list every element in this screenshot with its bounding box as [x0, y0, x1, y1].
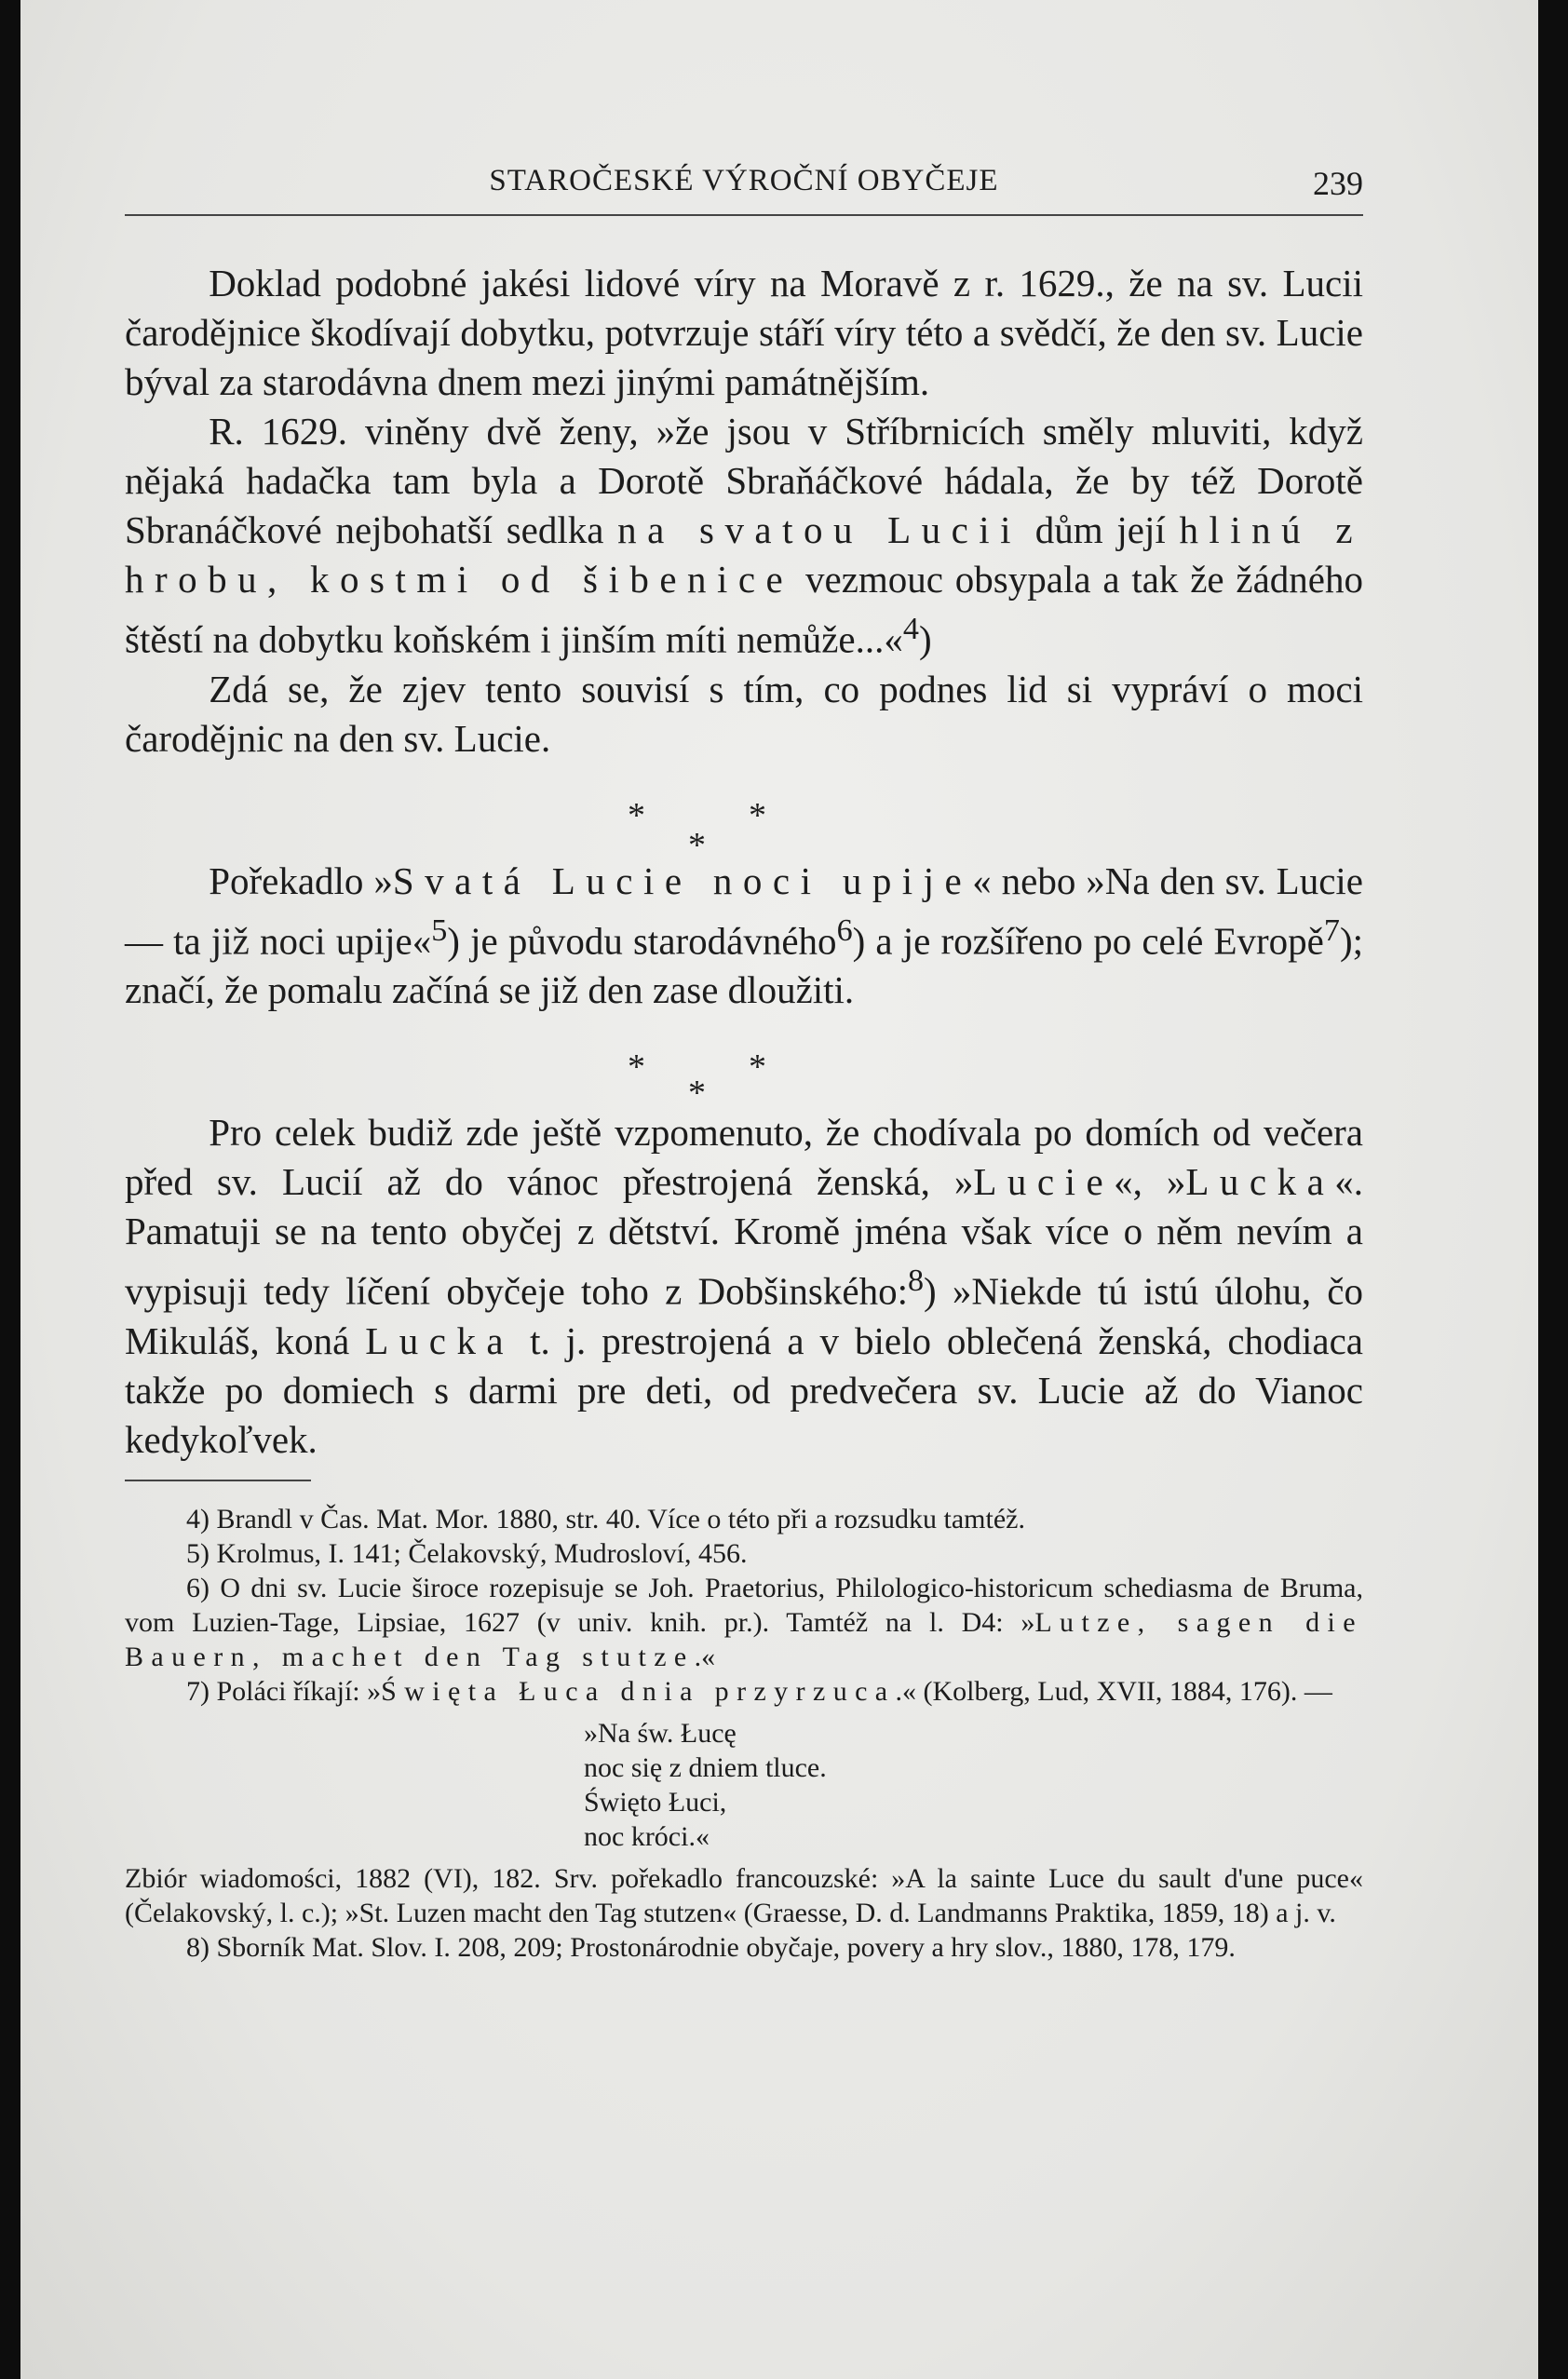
poem-quote [125, 1716, 1363, 1854]
text-run: «, » [1114, 1160, 1186, 1204]
footnote-ref: 6 [836, 912, 853, 948]
text-run: ) je původu starodávného [447, 919, 837, 963]
text-run: t. j. prestrojená a v bielo oblečená ženská, chodiaca takže po domiech s darmi pre deti, od predvečera sv. Lucie až do Vianoc kedykoľvek. [125, 1318, 1363, 1461]
text-run: 7) Poláci říkají: » [186, 1675, 382, 1707]
paragraph-2 [125, 407, 1363, 665]
footnotes [125, 1502, 1363, 1965]
footnote-ref: 8 [907, 1264, 925, 1299]
footnote-rule [125, 1480, 311, 1481]
text-run: ); značí, že pomalu začíná se již den zase dloužiti. [125, 919, 1363, 1012]
poem-line: noc się z dniem tluce. [584, 1751, 827, 1783]
text-run: ) [918, 617, 932, 661]
footnote-5: 5) Krolmus, I. 141; Čelakovský, Mudrosloví, 456. [186, 1537, 748, 1569]
spaced-text: Lucka [1185, 1160, 1335, 1204]
text-run: Pořekadlo » [209, 858, 393, 902]
footnote-8: 8) Sborník Mat. Slov. I. 208, 209; Prostonárodnie obyčaje, povery a hry slov., 1880, 178, 179. [186, 1931, 1236, 1963]
footnote-ref: 4 [902, 612, 919, 646]
paragraph-4 [125, 857, 1363, 1016]
spaced-text: Lutze, sagen die Bauern, machet den Tag stutze [125, 1606, 1363, 1672]
section-break-2 [125, 1015, 1363, 1114]
text-run: «. Pamatuji se na tento obyčej z dětství. Kromě jména však více o něm nevím a vypisuji tedy líčení obyčeje toho z Dobšinského: [125, 1160, 1363, 1313]
asterisk: * [628, 795, 645, 835]
section-break-1 [125, 764, 1363, 865]
spaced-text: hlinú z hrobu, kostmi od šibenice [125, 508, 1364, 601]
spaced-text: na svatou Lucii [617, 508, 1022, 551]
poem-line: noc króci.« [584, 1820, 710, 1852]
text-run: ) a je rozšířeno po celé Evropě [852, 919, 1324, 963]
page-number: 239 [1313, 165, 1363, 202]
main-text [125, 259, 1363, 1965]
text-run: .« [694, 1641, 716, 1672]
spaced-text: Svatá Lucie noci upije [392, 858, 973, 902]
spaced-text: Lucie [973, 1160, 1115, 1204]
header-rule [125, 214, 1363, 216]
footnote-4: 4) Brandl v Čas. Mat. Mor. 1880, str. 40. Více o této při a rozsudku tamtéž. [186, 1503, 1025, 1534]
footnote-7 [125, 1674, 1363, 1709]
spaced-text: Święta Łuca dnia przyrzuca [381, 1675, 896, 1707]
paragraph-3: Zdá se, že zjev tento souvisí s tím, co podnes lid si vypráví o moci čarodějnic na den sv. Lucie. [125, 667, 1363, 760]
asterisk: * [628, 1048, 645, 1088]
footnote-ref: 5 [431, 912, 448, 948]
text-run: dům její [1021, 508, 1180, 551]
text-run: 6) O dni sv. Lucie široce rozepisuje se Joh. Praetorius, Philologico-historicum schediasma de Bruma, vom Luzien-Tage, Lipsiae, 1627 (v univ. knih. pr.). Tamtéž na l. D4: » [125, 1572, 1363, 1638]
text-run: vezmouc obsypala a tak že žádného štěstí na dobytku koňském i jinším míti nemůže...« [125, 558, 1363, 661]
poem-line: Święto Łuci, [584, 1786, 727, 1818]
paragraph-5 [125, 1108, 1363, 1465]
paragraph-1: Doklad podobné jakési lidové víry na Moravě z r. 1629., že na sv. Lucii čarodějnice škodívají dobytku, potvrzuje stáří víry této a svědčí, že den sv. Lucie býval za starodávna dnem mezi jinými památnějším. [125, 262, 1363, 403]
footnote-6 [125, 1571, 1363, 1674]
poem-line: »Na św. Łucę [584, 1717, 737, 1749]
footnote-ref: 7 [1323, 912, 1340, 948]
asterisk: * [688, 1074, 706, 1114]
asterisk: * [688, 825, 706, 865]
running-header [125, 156, 1363, 203]
text-run: .« (Kolberg, Lud, XVII, 1884, 176). — [895, 1675, 1332, 1707]
text-run: R. 1629. viněny dvě ženy, »že jsou v Stříbrnicích směly mluviti, když nějaká hadačka tam byla a Dorotě Sbraňáčkové hádala, že by též Dorotě Sbranáčkové nejbohatší sedlka [125, 410, 1363, 551]
running-title: STAROČESKÉ VÝROČNÍ OBYČEJE [489, 164, 999, 197]
text-run: ) »Niekde tú istú úlohu, čo Mikuláš, koná [125, 1269, 1363, 1362]
footnote-7-continued: Zbiór wiadomości, 1882 (VI), 182. Srv. pořekadlo francouzské: »A la sainte Luce du sault d'une puce« (Čelakovský, l. c.); »St. Luzen macht den Tag stutzen« (Graesse, D. d. Landmanns Praktika, 1859, 18) a j. v. [125, 1862, 1363, 1928]
asterisk: * [749, 1048, 766, 1088]
text-run: Pro celek budiž zde ještě vzpomenuto, že chodívala po domích od večera před sv. Lucií až do vánoc přestrojená ženská, » [125, 1111, 1363, 1204]
spaced-text: Lucka [365, 1318, 515, 1362]
book-page [20, 0, 1538, 2379]
text-run: « nebo »Na den sv. Lucie — ta již noci upije« [125, 858, 1363, 963]
asterisk: * [749, 795, 766, 835]
